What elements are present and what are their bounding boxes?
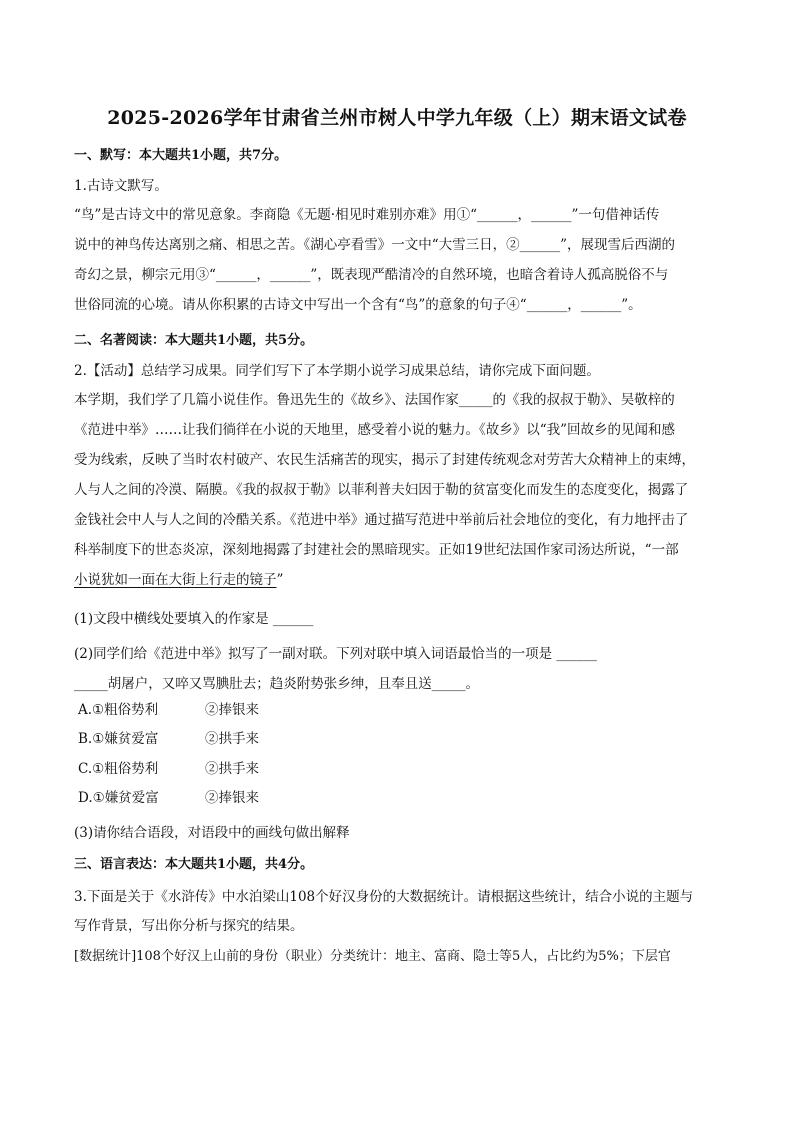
question-2-heading: 2.【活动】总结学习成果。同学们写下了本学期小说学习成果总结，请你完成下面问题。 (74, 363, 600, 379)
question-3-line: [数据统计]108个好汉上山前的身份（职业）分类统计：地主、富商、隐士等5人，占比约为5%；下层官 (74, 949, 671, 964)
closing-quote: ” (276, 572, 284, 588)
option-d[interactable] (78, 789, 259, 807)
page-title: 2025-2026学年甘肃省兰州市树人中学九年级（上）期末语文试卷 (107, 107, 687, 129)
option-c[interactable] (78, 760, 259, 778)
question-2-line: 金钱社会中人与人之间的冷酷关系。《范进中举》通过描写范进中举前后社会地位的变化，有力地抨击了 (74, 512, 689, 528)
option-c-second: ②拱手来 (205, 761, 259, 777)
option-a-second: ②捧银来 (205, 702, 259, 718)
question-3-line: 写作背景，写出你分析与探究的结果。 (74, 918, 304, 934)
sub-question-2: (2)同学们给《范进中举》拟写了一副对联。下列对联中填入词语最恰当的一项是 ______ (74, 646, 597, 662)
question-1-heading: 1.古诗文默写。 (74, 178, 168, 194)
option-a[interactable] (78, 701, 259, 719)
question-2-line: 受为线索，反映了当时农村破产、农民生活痛苦的现实，揭示了封建传统观念对劳苦大众精神上的束缚， (74, 452, 695, 468)
option-b-second: ②拱手来 (205, 731, 259, 747)
section-heading-3: 三、语言表达：本大题共1小题，共4分。 (74, 857, 314, 872)
option-b-first: B.①嫌贫爱富 (78, 731, 159, 747)
question-1-line: “鸟”是古诗文中的常见意象。李商隐《无题·相见时难别亦难》用①“______，______”一句借神话传 (74, 207, 660, 223)
section-heading-2: 二、名著阅读：本大题共1小题，共5分。 (74, 333, 314, 348)
question-3-heading: 3.下面是关于《水浒传》中水泊梁山108个好汉身份的大数据统计。请根据这些统计，结合小说的主题与 (74, 889, 694, 905)
question-2-line: 科举制度下的世态炎凉，深刻地揭露了封建社会的黑暗现实。正如19世纪法国作家司汤达所说，“一部 (74, 542, 679, 558)
option-c-first: C.①粗俗势利 (78, 761, 159, 777)
question-1-line: 说中的神鸟传达离别之痛、相思之苦。《湖心亭看雪》一文中“大雪三日，②______”，展现雪后西湖的 (74, 237, 676, 253)
underlined-sentence-line (74, 571, 283, 589)
sub-question-1: (1)文段中横线处要填入的作家是 ______ (74, 611, 314, 627)
question-2-line: 本学期，我们学了几篇小说佳作。鲁迅先生的《故乡》、法国作家_____的《我的叔叔于勒》、吴敬梓的 (74, 392, 675, 408)
question-2-line: 《范进中举》……让我们徜徉在小说的天地里，感受着小说的魅力。《故乡》以“我”回故乡的见闻和感 (74, 422, 676, 438)
question-1-line: 奇幻之景，柳宗元用③“______，______”，既表现严酷清冷的自然环境，也暗含着诗人孤高脱俗不与 (74, 267, 669, 283)
section-heading-1: 一、默写：本大题共1小题，共7分。 (74, 148, 288, 163)
question-2-line: 人与人之间的冷漠、隔膜。《我的叔叔于勒》以菲利普夫妇因于勒的贫富变化而发生的态度变化，揭露了 (74, 482, 689, 498)
option-a-first: A.①粗俗势利 (78, 702, 159, 718)
sub-question-3: (3)请你结合语段，对语段中的画线句做出解释 (74, 825, 350, 841)
question-1-line: 世俗同流的心境。请从你积累的古诗文中写出一个含有“鸟”的意象的句子④“______，______”。 (74, 297, 642, 313)
option-d-second: ②捧银来 (205, 790, 259, 806)
underlined-sentence: 小说犹如一面在大街上行走的镜子 (74, 572, 277, 588)
option-d-first: D.①嫌贫爱富 (78, 790, 159, 806)
couplet-line: _____胡屠户，又啐又骂腆肚去；趋炎附势张乡绅，且奉且送_____。 (74, 676, 479, 692)
option-b[interactable] (78, 730, 259, 748)
